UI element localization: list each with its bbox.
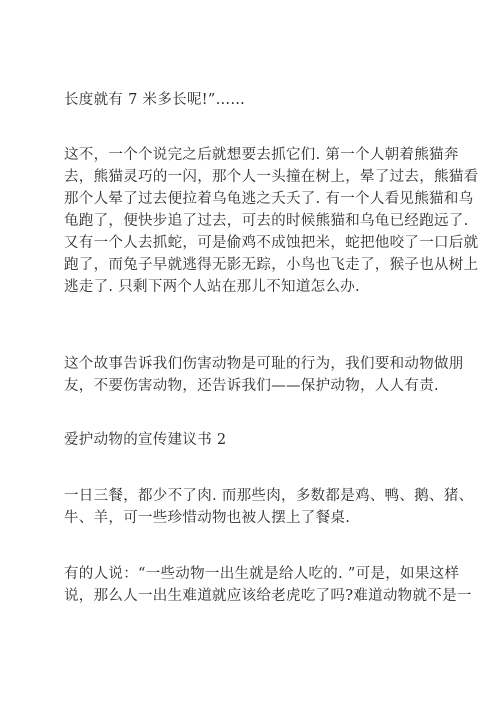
paragraph-line: 友，不要伤害动物，还告诉我们——保护动物，人人有责. xyxy=(64,378,439,394)
paragraph-line: 那个人晕了过去便拉着乌龟逃之夭夭了. 有一个人看见熊猫和乌 xyxy=(64,191,474,207)
paragraph-line: 长度就有 7 米多长呢!”…… xyxy=(64,92,246,108)
paragraph-line: 一日三餐，都少不了肉. 而那些肉，多数都是鸡、鸭、鹅、猪、 xyxy=(64,488,474,504)
paragraph-line: 这个故事告诉我们伤害动物是可耻的行为，我们要和动物做朋 xyxy=(64,356,464,372)
paragraph-line: 这不，一个个说完之后就想要去抓它们. 第一个人朝着熊猫奔 xyxy=(64,147,459,163)
paragraph-line: 牛、羊，可一些珍惜动物也被人摆上了餐桌. xyxy=(64,510,351,526)
paragraph-line: 有的人说：“一些动物一出生就是给人吃的. ”可是，如果这样 xyxy=(64,566,460,582)
paragraph-line: 跑了，而兔子早就逃得无影无踪，小鸟也飞走了，猴子也从树上 xyxy=(64,257,479,273)
paragraph-line: 去，熊猫灵巧的一闪，那个人一头撞在树上，晕了过去，熊猫看 xyxy=(64,169,479,185)
paragraph-line: 又有一个人去抓蛇，可是偷鸡不成蚀把米，蛇把他咬了一口后就 xyxy=(64,235,479,251)
paragraph-line: 逃走了. 只剩下两个人站在那儿不知道怎么办. xyxy=(64,279,360,295)
section-title: 爱护动物的宣传建议书 2 xyxy=(64,432,227,448)
paragraph-line: 龟跑了，便快步追了过去，可去的时候熊猫和乌龟已经跑远了. xyxy=(64,213,469,229)
paragraph-line: 说，那么人一出生难道就应该给老虎吃了吗?难道动物就不是一 xyxy=(64,588,472,604)
